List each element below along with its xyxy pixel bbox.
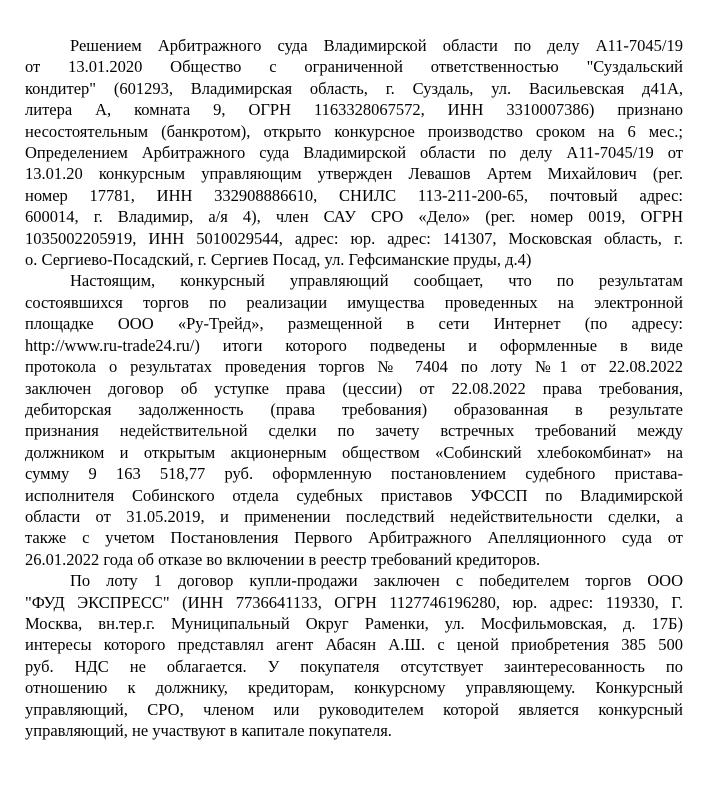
court-decision-paragraph bbox=[25, 35, 683, 270]
text-line: исполнителя Собинского отдела судебных приставов УФССП по Владимирской bbox=[25, 485, 683, 505]
text-line: управляющий, СРО, членом или руководителем которой является конкурсный bbox=[25, 699, 683, 719]
text-line: 600014, г. Владимир, а/я 4), член САУ СРО «Дело» (рег. номер 0019, ОГРН bbox=[25, 207, 683, 227]
buyer-contract-paragraph bbox=[25, 570, 683, 741]
text-line: признания недействительной сделки по зачету встречных требований между bbox=[25, 421, 683, 441]
text-line: несостоятельным (банкротом), открыто конкурсное производство сроком на 6 мес.; bbox=[25, 121, 683, 141]
text-line: от 13.01.2020 Общество с ограниченной ответственностью "Суздальский bbox=[25, 57, 683, 77]
text-line: заключен договор об уступке права (цессии) от 22.08.2022 права требования, bbox=[25, 378, 683, 398]
text-line: Москва, вн.тер.г. Муниципальный Округ Раменки, ул. Мосфильмовская, д. 17Б) bbox=[25, 613, 683, 633]
text-line: интересы которого представлял агент Абасян А.Ш. с ценой приобретения 385 500 bbox=[25, 635, 683, 655]
text-line: http://www.ru-trade24.ru/) итоги которого подведены и оформленные в виде bbox=[25, 335, 683, 355]
text-line: Настоящим, конкурсный управляющий сообщает, что по результатам bbox=[70, 271, 683, 291]
text-line: кондитер" (601293, Владимирская область, г. Суздаль, ул. Васильевская д41А, bbox=[25, 78, 683, 98]
text-line: о. Сергиево-Посадский, г. Сергиев Посад, ул. Гефсиманские пруды, д.4) bbox=[25, 250, 532, 270]
text-line: дебиторская задолженность (права требования) образованная в результате bbox=[25, 399, 683, 419]
text-line: 26.01.2022 года об отказе во включении в реестр требований кредиторов. bbox=[25, 549, 541, 569]
text-line: состоявшихся торгов по реализации имущества проведенных на электронной bbox=[25, 292, 683, 312]
auction-results-paragraph bbox=[25, 270, 683, 570]
document-body bbox=[25, 35, 683, 741]
text-line: площадке ООО «Ру-Трейд», размещенной в сети Интернет (по адресу: bbox=[25, 314, 683, 334]
text-line: должником и открытым акционерным обществом «Собинский хлебокомбинат» на bbox=[25, 442, 683, 462]
text-line: управляющий, не участвуют в капитале покупателя. bbox=[25, 721, 392, 740]
text-line: также с учетом Постановления Первого Арбитражного Апелляционного суда от bbox=[25, 528, 683, 548]
text-line: 13.01.20 конкурсным управляющим утвержден Левашов Артем Михайлович (рег. bbox=[25, 164, 683, 184]
text-line: литера А, комната 9, ОГРН 1163328067572, ИНН 3310007386) признано bbox=[25, 100, 683, 120]
text-line: руб. НДС не облагается. У покупателя отсутствует заинтересованность по bbox=[25, 656, 683, 676]
text-line: сумму 9 163 518,77 руб. оформленную постановлением судебного пристава- bbox=[25, 464, 683, 484]
text-line: отношению к должнику, кредиторам, конкурсному управляющему. Конкурсный bbox=[25, 678, 683, 698]
text-line: Определением Арбитражного суда Владимирской области по делу А11-7045/19 от bbox=[25, 143, 683, 163]
text-line: По лоту 1 договор купли-продажи заключен с победителем торгов ООО bbox=[70, 571, 683, 591]
text-line: Решением Арбитражного суда Владимирской области по делу А11-7045/19 bbox=[70, 36, 683, 55]
text-line: "ФУД ЭКСПРЕСС" (ИНН 7736641133, ОГРН 1127746196280, юр. адрес: 119330, Г. bbox=[25, 592, 683, 612]
text-line: протокола о результатах проведения торгов № 7404 по лоту №1 от 22.08.2022 bbox=[25, 357, 683, 377]
text-line: области от 31.05.2019, и применении последствий недействительности сделки, а bbox=[25, 506, 683, 526]
text-line: номер 17781, ИНН 332908886610, СНИЛС 113-211-200-65, почтовый адрес: bbox=[25, 185, 683, 205]
text-line: 1035002205919, ИНН 5010029544, адрес: юр. адрес: 141307, Московская область, г. bbox=[25, 228, 683, 248]
